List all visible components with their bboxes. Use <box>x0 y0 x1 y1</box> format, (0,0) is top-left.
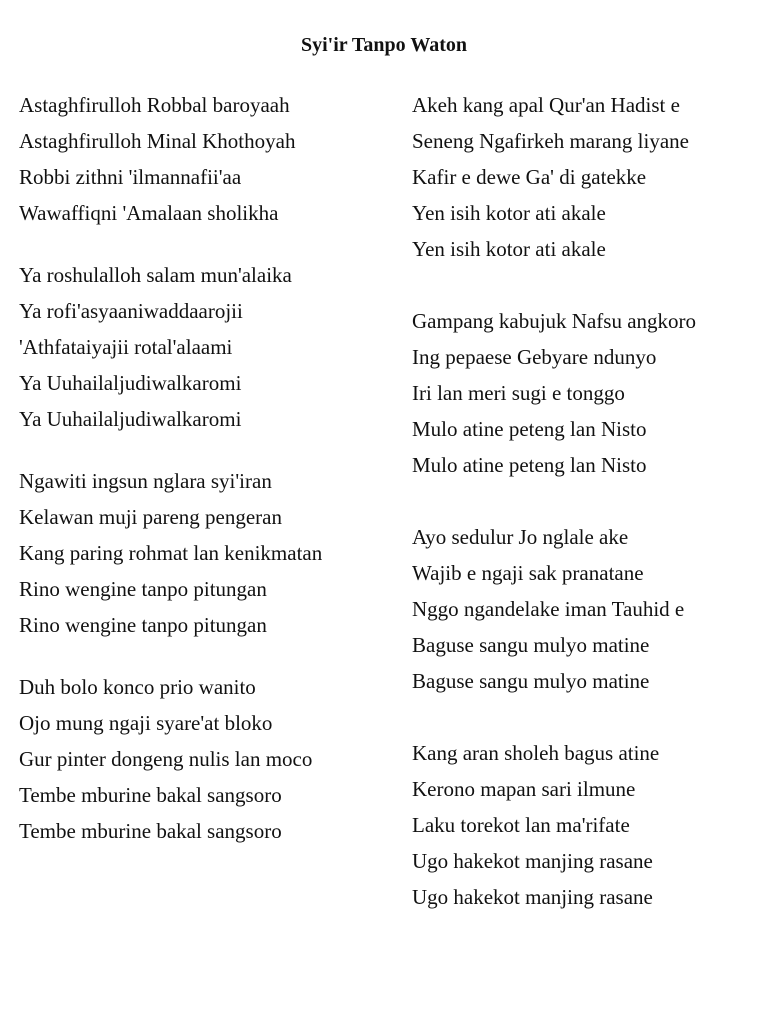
stanza <box>19 468 379 638</box>
stanza <box>412 524 757 694</box>
verse-line: Ing pepaese Gebyare ndunyo <box>412 345 657 369</box>
verse-line: Ya Uuhailaljudiwalkaromi <box>19 407 242 431</box>
verse-line: Gampang kabujuk Nafsu angkoro <box>412 309 697 333</box>
verse-line: Ngawiti ingsun nglara syi'iran <box>19 469 272 493</box>
stanza <box>412 308 757 478</box>
right-column <box>412 92 757 920</box>
stanza-gap <box>19 442 379 468</box>
page-title: Syi'ir Tanpo Waton <box>300 34 467 56</box>
verse-line: Kang paring rohmat lan kenikmatan <box>19 541 323 565</box>
verse-line: Wawaffiqni 'Amalaan sholikha <box>19 201 279 225</box>
verse-line: Iri lan meri sugi e tonggo <box>412 381 625 405</box>
stanza <box>19 262 379 432</box>
verse-line: Rino wengine tanpo pitungan <box>19 577 267 601</box>
verse-line: Ayo sedulur Jo nglale ake <box>412 525 629 549</box>
stanza <box>412 92 757 262</box>
verse-line: Ya roshulalloh salam mun'alaika <box>19 263 292 287</box>
verse-line: Seneng Ngafirkeh marang liyane <box>412 129 689 153</box>
verse-line: Mulo atine peteng lan Nisto <box>412 453 647 477</box>
verse-line: Baguse sangu mulyo matine <box>412 633 650 657</box>
verse-line: Yen isih kotor ati akale <box>412 237 606 261</box>
verse-line: Ya Uuhailaljudiwalkaromi <box>19 371 242 395</box>
verse-line: Kafir e dewe Ga' di gatekke <box>412 165 647 189</box>
left-column <box>19 92 379 854</box>
stanza-gap <box>412 704 757 740</box>
verse-line: Ya rofi'asyaaniwaddaarojii <box>19 299 243 323</box>
stanza <box>19 674 379 844</box>
verse-line: Yen isih kotor ati akale <box>412 201 606 225</box>
verse-line: Tembe mburine bakal sangsoro <box>19 819 282 843</box>
verse-line: Duh bolo konco prio wanito <box>19 675 256 699</box>
stanza-gap <box>19 236 379 262</box>
verse-line: Astaghfirulloh Robbal baroyaah <box>19 93 290 117</box>
verse-line: Nggo ngandelake iman Tauhid e <box>412 597 685 621</box>
stanza-gap <box>412 272 757 308</box>
verse-line: Wajib e ngaji sak pranatane <box>412 561 644 585</box>
verse-line: Rino wengine tanpo pitungan <box>19 613 267 637</box>
verse-line: Kang aran sholeh bagus atine <box>412 741 660 765</box>
verse-line: Akeh kang apal Qur'an Hadist e <box>412 93 680 117</box>
verse-line: Ugo hakekot manjing rasane <box>412 849 653 873</box>
verse-line: 'Athfataiyajii rotal'alaami <box>19 335 233 359</box>
stanza-gap <box>19 648 379 674</box>
verse-line: Gur pinter dongeng nulis lan moco <box>19 747 313 771</box>
stanza <box>412 740 757 910</box>
verse-line: Ojo mung ngaji syare'at bloko <box>19 711 273 735</box>
verse-line: Tembe mburine bakal sangsoro <box>19 783 282 807</box>
verse-line: Kelawan muji pareng pengeran <box>19 505 282 529</box>
verse-line: Ugo hakekot manjing rasane <box>412 885 653 909</box>
stanza <box>19 92 379 226</box>
verse-line: Mulo atine peteng lan Nisto <box>412 417 647 441</box>
verse-line: Baguse sangu mulyo matine <box>412 669 650 693</box>
verse-line: Robbi zithni 'ilmannafii'aa <box>19 165 242 189</box>
stanza-gap <box>412 488 757 524</box>
verse-line: Astaghfirulloh Minal Khothoyah <box>19 129 296 153</box>
verse-line: Kerono mapan sari ilmune <box>412 777 636 801</box>
verse-line: Laku torekot lan ma'rifate <box>412 813 630 837</box>
